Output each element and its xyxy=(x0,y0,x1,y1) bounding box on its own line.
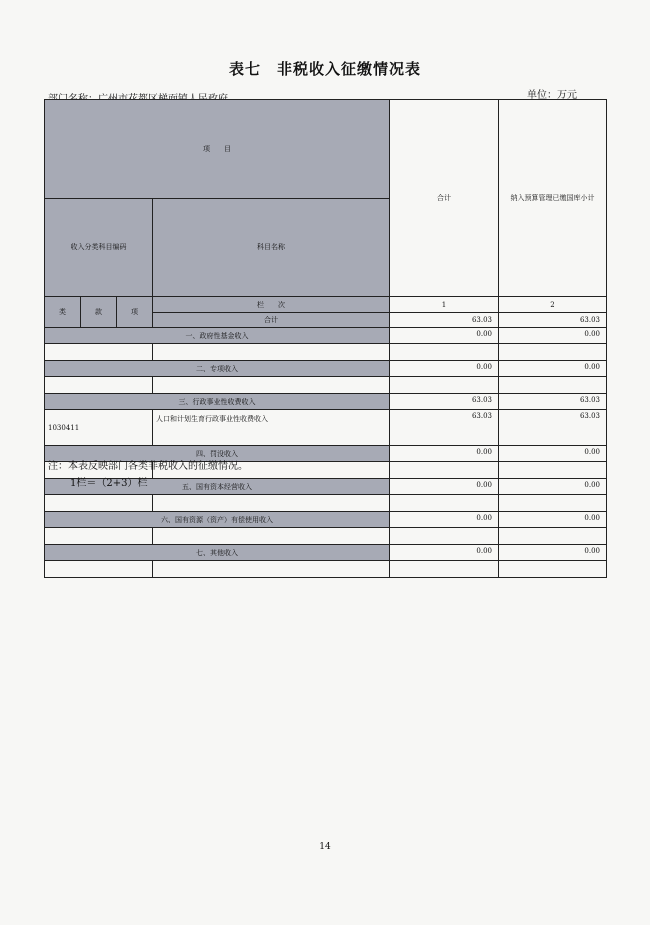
blank-row xyxy=(45,344,607,361)
section-row xyxy=(45,394,607,410)
header-xiang: 项 xyxy=(117,297,153,328)
blank-cell xyxy=(499,561,607,578)
section-row xyxy=(45,512,607,528)
blank-cell xyxy=(45,495,153,512)
section-value: 0.00 xyxy=(390,479,499,495)
blank-cell xyxy=(153,561,390,578)
blank-cell xyxy=(499,462,607,479)
header-xiangmu: 项 目 xyxy=(45,100,390,199)
detail-value: 63.03 xyxy=(390,410,499,446)
page-title: 表七 非税收入征缴情况表 xyxy=(228,60,421,78)
unit-label: 单位：万元 xyxy=(527,90,577,101)
blank-cell xyxy=(45,377,153,394)
header-name: 科目名称 xyxy=(153,198,390,297)
section-label: 一、政府性基金收入 xyxy=(45,328,390,344)
detail-value: 63.03 xyxy=(499,410,607,446)
section-row xyxy=(45,328,607,344)
blank-cell xyxy=(499,495,607,512)
blank-cell xyxy=(45,561,153,578)
section-label: 三、行政事业性收费收入 xyxy=(45,394,390,410)
blank-cell xyxy=(390,377,499,394)
total-label: 合计 xyxy=(153,313,390,328)
note-line-1: 注：本表反映部门各类非税收入的征缴情况。 xyxy=(48,461,248,472)
detail-row xyxy=(45,410,607,446)
total-value: 63.03 xyxy=(499,313,607,328)
blank-cell xyxy=(390,561,499,578)
section-value: 0.00 xyxy=(390,545,499,561)
blank-cell xyxy=(390,528,499,545)
blank-row xyxy=(45,528,607,545)
total-value: 63.03 xyxy=(390,313,499,328)
blank-cell xyxy=(390,462,499,479)
section-value: 0.00 xyxy=(499,328,607,344)
section-label: 四、罚没收入 xyxy=(45,446,390,462)
blank-row xyxy=(45,495,607,512)
section-value: 0.00 xyxy=(499,446,607,462)
section-value: 0.00 xyxy=(390,446,499,462)
section-value: 0.00 xyxy=(499,479,607,495)
note-line-2: 1栏＝（2+3）栏 xyxy=(70,478,148,489)
section-value: 0.00 xyxy=(390,328,499,344)
blank-cell xyxy=(45,528,153,545)
section-value: 63.03 xyxy=(390,394,499,410)
column-number-1: 1 xyxy=(390,297,499,313)
blank-cell xyxy=(153,377,390,394)
header-lanci: 栏 次 xyxy=(153,297,390,313)
section-label: 七、其他收入 xyxy=(45,545,390,561)
section-value: 0.00 xyxy=(499,512,607,528)
blank-cell xyxy=(499,377,607,394)
header-heji: 合计 xyxy=(390,100,499,297)
blank-cell xyxy=(390,344,499,361)
header-code: 收入分类科目编码 xyxy=(45,198,153,297)
section-value: 0.00 xyxy=(499,361,607,377)
blank-cell xyxy=(499,528,607,545)
section-value: 0.00 xyxy=(499,545,607,561)
detail-code: 1030411 xyxy=(45,410,153,446)
section-value: 0.00 xyxy=(390,361,499,377)
header-col2: 纳入预算管理已缴国库小计 xyxy=(499,100,607,297)
blank-cell xyxy=(390,495,499,512)
section-row xyxy=(45,361,607,377)
section-label: 二、专项收入 xyxy=(45,361,390,377)
blank-cell xyxy=(153,344,390,361)
blank-cell xyxy=(45,344,153,361)
non-tax-revenue-table xyxy=(44,99,607,578)
blank-row xyxy=(45,377,607,394)
page-number: 14 xyxy=(319,842,331,852)
blank-cell xyxy=(499,344,607,361)
header-lei: 类 xyxy=(45,297,81,328)
column-number-2: 2 xyxy=(499,297,607,313)
blank-cell xyxy=(153,528,390,545)
section-value: 63.03 xyxy=(499,394,607,410)
section-row xyxy=(45,545,607,561)
detail-name: 人口和计划生育行政事业性收费收入 xyxy=(153,410,390,446)
blank-row xyxy=(45,561,607,578)
section-value: 0.00 xyxy=(390,512,499,528)
blank-cell xyxy=(153,495,390,512)
section-label: 五、国有资本经营收入 xyxy=(45,479,390,495)
section-label: 六、国有资源（资产）有偿使用收入 xyxy=(45,512,390,528)
header-kuan: 款 xyxy=(81,297,117,328)
